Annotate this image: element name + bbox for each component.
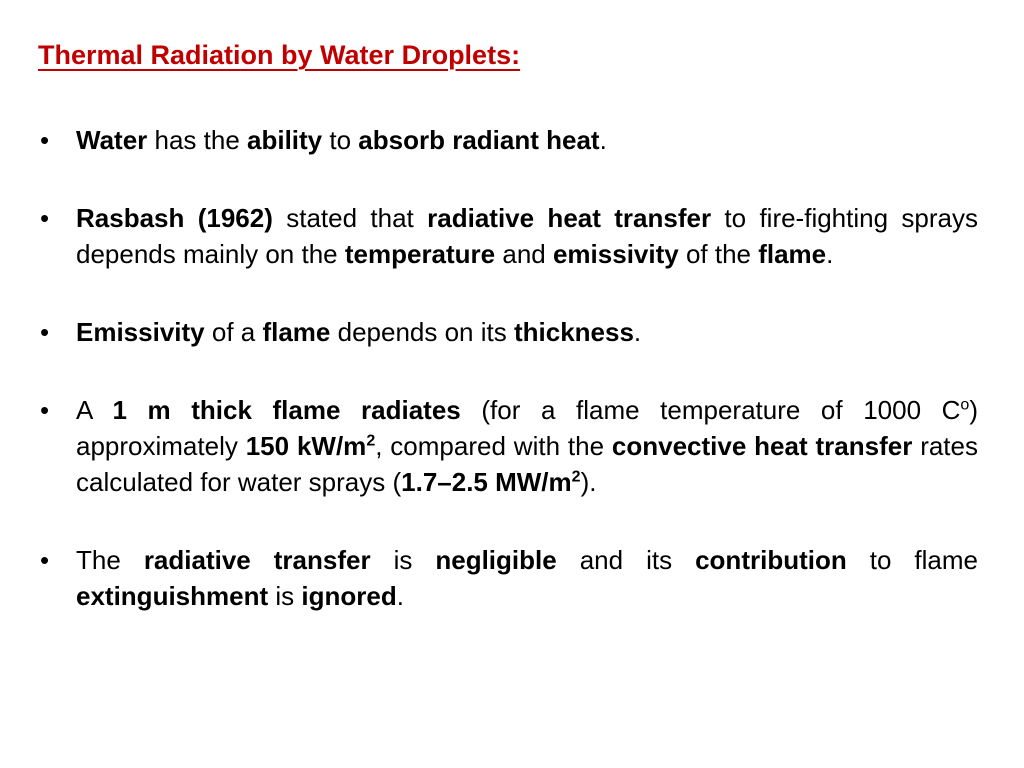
bullet-dot-icon: • [40, 545, 50, 575]
bold-text: negligible [435, 545, 557, 575]
bold-text: temperature [344, 239, 496, 269]
text-segment: . [396, 581, 404, 611]
text-segment: . [826, 239, 834, 269]
bold-text: ability [247, 125, 323, 155]
text-segment: The [76, 545, 144, 575]
text-segment: to [322, 125, 359, 155]
bullet-item [38, 200, 978, 272]
bold-text: convective heat transfer [611, 431, 913, 461]
bold-text: flame [758, 239, 827, 269]
text-segment: to flame [846, 545, 978, 575]
bullet-dot-icon: • [40, 203, 50, 233]
text-segment: o [960, 396, 970, 414]
bold-text: radiative heat transfer [427, 203, 712, 233]
bold-text: 1 m thick flame radiates [112, 395, 461, 425]
text-segment: ). [580, 467, 597, 497]
bold-text: Emissivity [76, 317, 205, 347]
text-segment: rates calculated for water sprays ( [76, 431, 978, 497]
bold-text: emissivity [552, 239, 679, 269]
bold-text: 1.7–2.5 MW/m [401, 467, 572, 497]
text-segment: , compared with the [375, 431, 612, 461]
text-segment: (for a flame temperature of 1000 C [460, 395, 961, 425]
text-segment: A [76, 395, 113, 425]
bold-text: flame [262, 317, 331, 347]
bold-text: extinguishment [76, 581, 269, 611]
bullet-item [38, 122, 978, 158]
bullet-dot-icon: • [40, 317, 50, 347]
bold-text: contribution [695, 545, 847, 575]
bullet-list [38, 122, 978, 614]
text-segment: . [633, 317, 642, 347]
text-segment: of the [678, 239, 759, 269]
bold-text: radiative transfer [143, 545, 371, 575]
bold-text: 2 [366, 432, 376, 450]
text-segment: of a [204, 317, 263, 347]
text-segment: is [268, 581, 302, 611]
text-segment: and [495, 239, 553, 269]
text-segment: to fire-fighting sprays depends mainly on the [76, 203, 978, 269]
bold-text: absorb radiant heat [358, 125, 600, 155]
slide-title: Thermal Radiation by Water Droplets: [38, 40, 521, 70]
bold-text: ignored [301, 581, 397, 611]
text-segment: and its [556, 545, 696, 575]
bullet-dot-icon: • [40, 395, 50, 425]
bold-text: Water [76, 125, 148, 155]
bullet-item [38, 542, 978, 614]
text-segment: has the [147, 125, 248, 155]
text-segment: is [370, 545, 436, 575]
text-segment: . [599, 125, 607, 155]
text-segment: ) approximately [76, 395, 978, 461]
bold-text: Rasbash (1962) [76, 203, 273, 233]
bullet-dot-icon: • [40, 125, 50, 155]
bold-text: 150 kW/m [245, 431, 367, 461]
text-segment: depends on its [330, 317, 514, 347]
bold-text: thickness [513, 317, 634, 347]
bullet-item [38, 314, 978, 350]
bullet-item [38, 392, 978, 500]
text-segment: stated that [272, 203, 428, 233]
bold-text: 2 [571, 468, 581, 486]
